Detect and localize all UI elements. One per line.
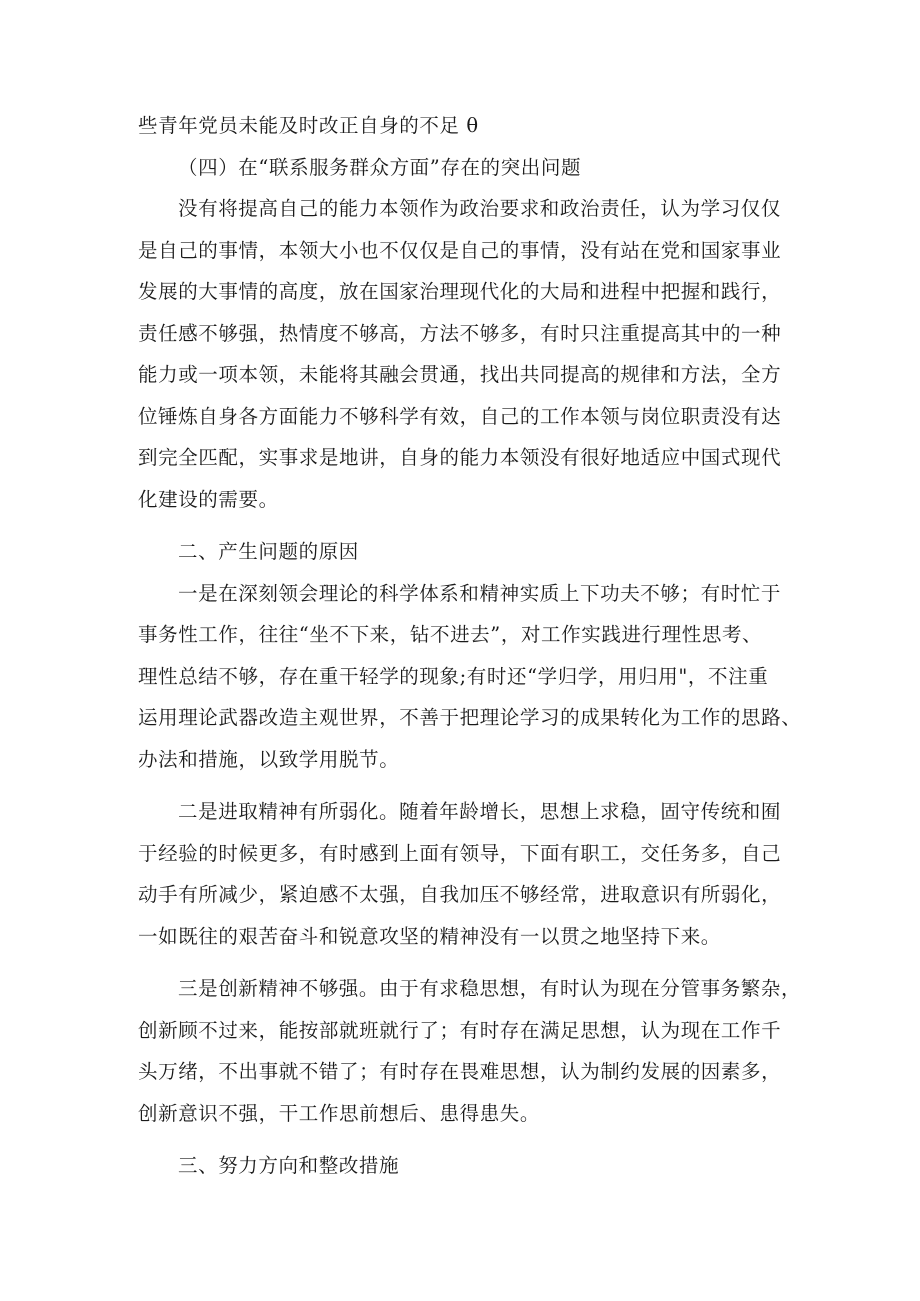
paragraph-first-line: 三是创新精神不够强。由于有求稳思想，有时认为现在分管事务繁杂， xyxy=(178,977,802,1000)
paragraph-first-line: 二、产生问题的原因 xyxy=(178,540,359,563)
text-line: 化建设的需要。 xyxy=(138,487,279,511)
text-line: 到完全匹配，实事求是地讲，自身的能力本领没有很好地适应中国式现代 xyxy=(138,446,782,469)
text-line: 能力或一项本领，未能将其融会贯通，找出共同提高的规律和方法，全方 xyxy=(138,363,782,386)
text-line: 是自己的事情，本领大小也不仅仅是自己的事情，没有站在党和国家事业 xyxy=(138,238,782,262)
paragraph-first-line: 没有将提高自己的能力本领作为政治要求和政治责任，认为学习仅仅 xyxy=(178,197,782,220)
text-line: 头万绪，不出事就不错了；有时存在畏难思想，认为制约发展的因素多， xyxy=(138,1060,782,1083)
text-line: 于经验的时候更多，有时感到上面有领导，下面有职工，交任务多，自己 xyxy=(138,841,782,865)
paragraph-gap xyxy=(138,957,788,968)
paragraph-gap xyxy=(138,520,788,531)
text-line: 动手有所减少，紧迫感不太强，自我加压不够经常，进取意识有所弱化， xyxy=(138,883,782,906)
text-line: 创新意识不强，干工作思前想后、患得患失。 xyxy=(138,1101,541,1125)
text-line: 运用理论武器改造主观世界，不善于把理论学习的成果转化为工作的思路、 xyxy=(138,706,802,729)
paragraph-gap xyxy=(138,780,788,791)
text-line: 一如既往的艰苦奋斗和锐意攻坚的精神没有一以贯之地坚持下来。 xyxy=(138,924,721,948)
text-line: 理性总结不够，存在重干轻学的现象;有时还“学归学，用归用"，不注重 xyxy=(138,664,769,688)
text-line: 些青年党员未能及时改正自身的不足 θ xyxy=(138,114,479,137)
text-line: 办法和措施，以致学用脱节。 xyxy=(138,747,400,771)
text-line: 位锤炼自身各方面能力不够科学有效，自己的工作本领与岗位职责没有达 xyxy=(138,404,782,428)
paragraph-first-line: （四）在“联系服务群众方面”存在的突出问题 xyxy=(178,155,582,179)
document-body xyxy=(138,105,802,1187)
text-line: 事务性工作，往往“坐不下来，钻不进去”，对工作实践进行理性思考、 xyxy=(138,623,763,646)
paragraph-first-line: 二是进取精神有所弱化。随着年龄增长，思想上求稳，固守传统和囿 xyxy=(178,800,782,823)
paragraph-first-line: 一是在深刻领会理论的科学体系和精神实质上下功夫不够；有时忙于 xyxy=(178,581,782,605)
text-line: 创新顾不过来，能按部就班就行了；有时存在满足思想，认为现在工作千 xyxy=(138,1018,782,1042)
text-line: 责任感不够强，热情度不够高，方法不够多，有时只注重提高其中的一种 xyxy=(138,321,782,345)
paragraph-gap xyxy=(138,1134,788,1145)
text-line: 发展的大事情的高度，放在国家治理现代化的大局和进程中把握和践行， xyxy=(138,280,782,303)
paragraph-first-line: 三、努力方向和整改措施 xyxy=(178,1154,400,1177)
